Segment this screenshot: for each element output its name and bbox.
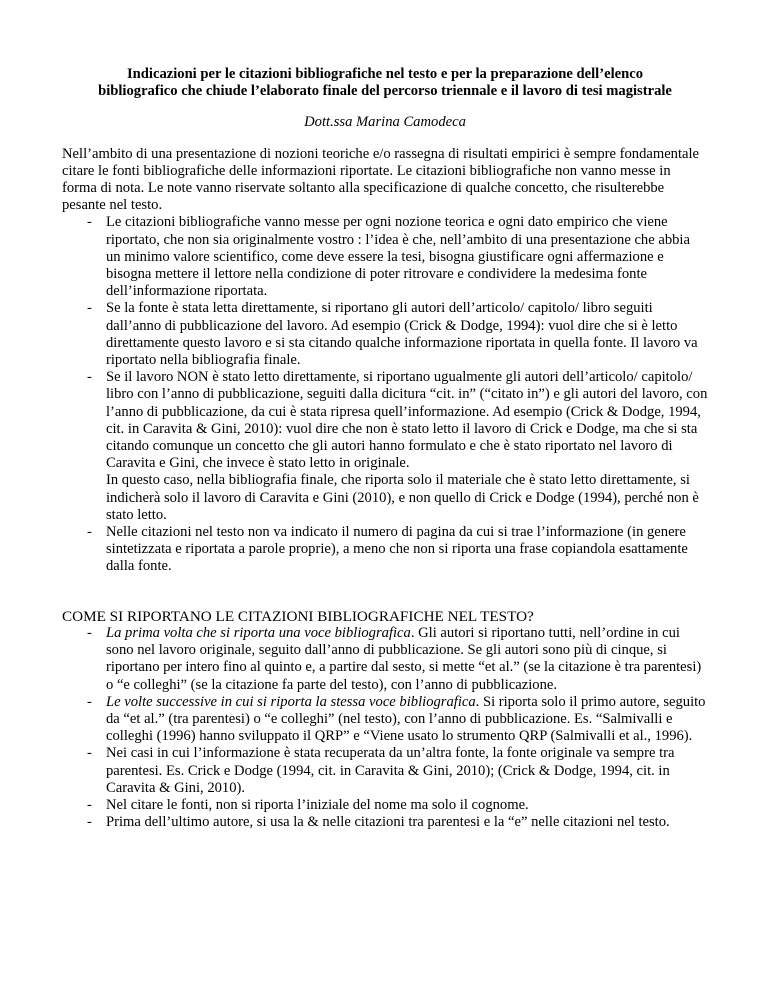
rule-lead: La prima volta che si riporta una voce bibliografica bbox=[106, 624, 411, 641]
section-heading: COME SI RIPORTANO LE CITAZIONI BIBLIOGRAFICHE NEL TESTO? bbox=[62, 607, 534, 625]
list-item: - Se il lavoro NON è stato letto direttamente, si riportano ugualmente gli autori dell’articolo/ capitolo/ libro con l’anno di pubblicazione, seguiti dalla dicitura “cit. in” (“citato in”) e gli autori del lavoro, con l’anno di pubblicazione, da cui è stata ripresa quell’informazione. Ad esempio (Crick & Dodge, 1994, cit. in Caravita & Gini, 2010): vuol dire che non è stato letto il lavoro di Crick e Dodge, ma che si sta citando comunque un concetto che gli autori hanno formulato e che è stato riportato nel lavoro di Caravita e Gini, che invece è stato letto in originale. In questo caso, nella bibliografia finale, che riporta solo il materiale che è stato letto direttamente, si indicherà solo il lavoro di Caravita e Gini (2010), e non quello di Crick e Dodge (1994), perché non è stato letto. bbox=[62, 369, 708, 524]
list-item-note: In questo caso, nella bibliografia finale, che riporta solo il materiale che è stato letto direttamente, si indicherà solo il lavoro di Caravita e Gini (2010), e non quello di Crick e Dodge (1994), perché non è stato letto. bbox=[106, 472, 699, 523]
title-line-2: bibliografico che chiude l’elaborato finale del percorso triennale e il lavoro di tesi magistrale bbox=[98, 83, 672, 100]
rule-lead: Le volte successive in cui si riporta la stessa voce bibliografica bbox=[106, 693, 476, 710]
list-item: - Se la fonte è stata letta direttamente, si riportano gli autori dell’articolo/ capitolo/ libro seguiti dall’anno di pubblicazione del lavoro. Ad esempio (Crick & Dodge, 1994): vuol dire che si è letto direttamente questo lavoro e si sta citando qualche informazione riportata in quella fonte. Il lavoro va riportato nella bibliografia finale. bbox=[62, 300, 708, 369]
list-item: - Nel citare le fonti, non si riporta l’iniziale del nome ma solo il cognome. bbox=[62, 797, 708, 814]
list-item: - Le volte successive in cui si riporta la stessa voce bibliografica. Si riporta solo il primo autore, seguito da “et al.” (tra parentesi) o “e colleghi” (nel testo), con l’anno di pubblicazione. Es. “Salmivalli e colleghi (1996) hanno sviluppato il QRP” e “Viene usato lo strumento QRP (Salmivalli et al., 1996). bbox=[62, 694, 708, 746]
intro-paragraph: Nell’ambito di una presentazione di nozioni teoriche e/o rassegna di risultati empirici è sempre fondamentale citare le fonti bibliografiche delle informazioni riportate. Le citazioni bibliografiche non vanno messe in forma di nota. Le note vanno riservate soltanto alla specificazione di qualche concetto, che risulterebbe pesante nel testo. bbox=[62, 145, 700, 214]
list-item: - La prima volta che si riporta una voce bibliografica. Gli autori si riportano tutti, nell’ordine in cui sono nel lavoro originale, seguito dall’anno di pubblicazione. Se gli autori sono più di cinque, si riportano per intero fino al quinto e, a partire dal sesto, si mette “et al.” (se la citazione è tra parentesi) o “e colleghi” (se la citazione fa parte del testo), con l’anno di pubblicazione. bbox=[62, 625, 708, 694]
document-title bbox=[62, 66, 708, 100]
list-item: - Nei casi in cui l’informazione è stata recuperata da un’altra fonte, la fonte originale va sempre tra parentesi. Es. Crick e Dodge (1994, cit. in Caravita & Gini, 2010); (Crick & Dodge, 1994, cit. in Caravita & Gini, 2010). bbox=[62, 745, 708, 797]
rules-list bbox=[62, 625, 708, 831]
list-item: - Prima dell’ultimo autore, si usa la & nelle citazioni tra parentesi e la “e” nelle citazioni nel testo. bbox=[62, 814, 708, 831]
title-line-1: Indicazioni per le citazioni bibliografiche nel testo e per la preparazione dell’elenco bbox=[127, 66, 643, 82]
intro-list bbox=[62, 214, 708, 575]
list-item: - Nelle citazioni nel testo non va indicato il numero di pagina da cui si trae l’informazione (in genere sintetizzata e riportata a parole proprie), a meno che non si riporta una frase copiandola esattamente dalla fonte. bbox=[62, 524, 708, 576]
list-item: - Le citazioni bibliografiche vanno messe per ogni nozione teorica e ogni dato empirico che viene riportato, che non sia originalmente vostro : l’idea è che, nell’ambito di una presentazione che abbia un minimo valore scientifico, come deve essere la tesi, bisogna giustificare ogni affermazione e bisogna mettere il lettore nella condizione di poter ritrovare e condividere la medesima fonte dell’informazione riportata. bbox=[62, 214, 708, 300]
author-name: Dott.ssa Marina Camodeca bbox=[304, 114, 466, 131]
